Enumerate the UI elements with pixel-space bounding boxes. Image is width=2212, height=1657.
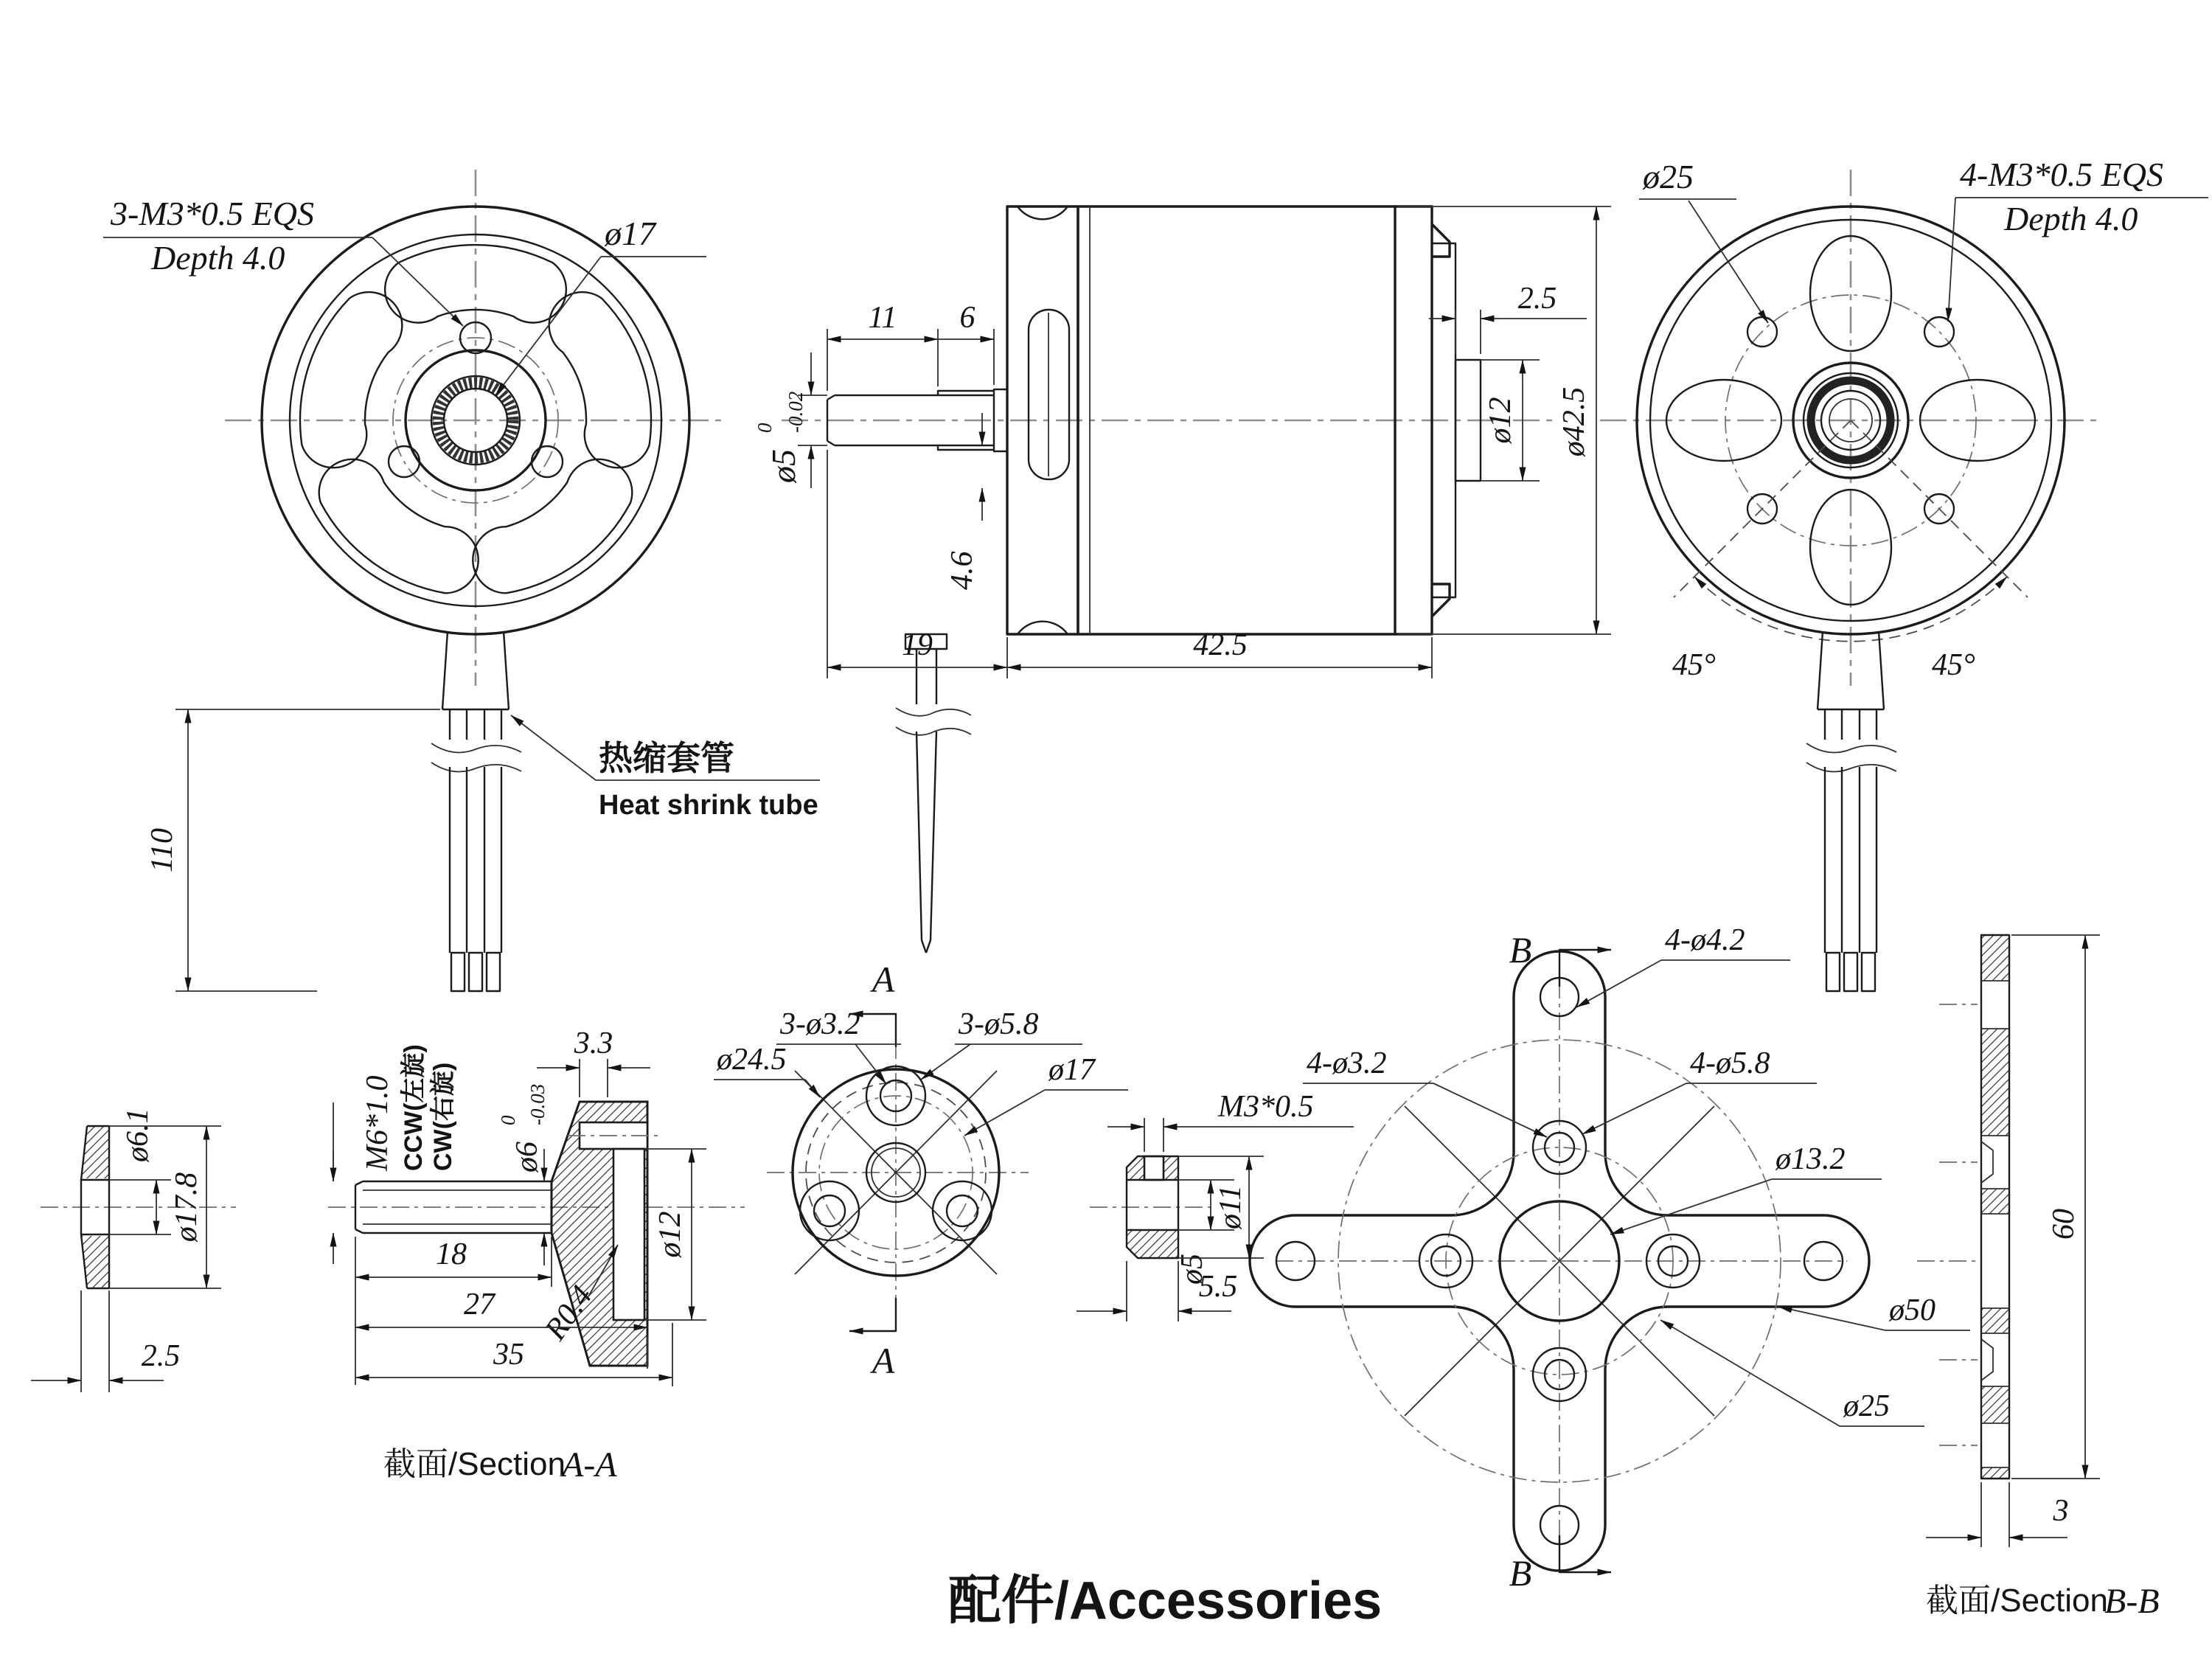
section-aa-caption: 截面/Section (383, 1446, 566, 1482)
rear-wires (1806, 709, 1896, 991)
svg-text:0: 0 (497, 1115, 519, 1125)
nut-section (1077, 1090, 1354, 1321)
hub-big-holes: 3-ø5.8 (959, 1007, 1039, 1041)
adapter-shaft-tol (497, 1084, 549, 1173)
side-view (754, 206, 1611, 953)
dim-shaft-6: 6 (959, 301, 975, 335)
cut-b-top: B (1509, 929, 1532, 970)
front-view (103, 170, 820, 991)
section-bb-suffix: B-B (2104, 1582, 2160, 1621)
dim-shaft-19: 19 (902, 628, 933, 662)
adapter-cw: CW(右旋) (429, 1062, 457, 1171)
mount-bc-25: ø25 (1843, 1389, 1890, 1423)
dim-4-6: 4.6 (945, 551, 979, 590)
dim-angle-left: 45° (1672, 648, 1716, 682)
svg-text:-0.02: -0.02 (785, 391, 807, 433)
secbb-thickness: 3 (2053, 1494, 2069, 1528)
page-title: 配件/Accessories (947, 1571, 1382, 1630)
dim-body-42-5: 42.5 (1193, 628, 1248, 662)
nut-width: 5.5 (1198, 1270, 1238, 1304)
mount-bc-50: ø50 (1889, 1293, 1935, 1327)
dim-boss-dia: ø12 (1484, 397, 1517, 444)
svg-text:ø5: ø5 (765, 449, 802, 483)
dim-shaft-dia-tol (754, 392, 807, 484)
x-mount-view (1250, 923, 1970, 1594)
front-shaft-dia: ø17 (605, 215, 655, 252)
dim-wire-length: 110 (145, 828, 179, 872)
section-bb-view (1917, 935, 2160, 1621)
washer-thickness: 2.5 (141, 1339, 181, 1373)
mount-small-holes: 4-ø3.2 (1307, 1046, 1387, 1080)
mount-big-holes: 4-ø5.8 (1690, 1046, 1770, 1080)
dim-boss-2-5: 2.5 (1517, 282, 1557, 316)
rear-bolt-circle: ø25 (1643, 158, 1694, 195)
heat-shrink-label-cn: 热缩套管 (599, 739, 734, 777)
cut-a-top: A (872, 959, 895, 1000)
adapter-27: 27 (464, 1288, 495, 1321)
front-wires (431, 709, 521, 991)
washer-bore: ø6.1 (121, 1108, 155, 1162)
dim-body-dia: ø42.5 (1557, 386, 1591, 457)
hub-od: ø24.5 (717, 1043, 787, 1077)
adapter-section-aa (328, 1026, 745, 1484)
svg-text:-0.03: -0.03 (526, 1083, 549, 1125)
cut-b-bottom: B (1509, 1552, 1532, 1594)
mount-tip-holes: 4-ø4.2 (1665, 923, 1745, 957)
nut-thread: M3*0.5 (1218, 1090, 1314, 1124)
dim-shaft-11: 11 (868, 301, 897, 335)
svg-text:0: 0 (754, 423, 776, 433)
adapter-3-3: 3.3 (574, 1026, 613, 1060)
adapter-collar-dia: ø12 (653, 1211, 687, 1258)
adapter-ccw: CCW(左旋) (400, 1044, 428, 1171)
adapter-fillet: R0.4 (538, 1279, 599, 1347)
hub-small-holes: 3-ø3.2 (780, 1007, 860, 1041)
mount-center-hole: ø13.2 (1775, 1142, 1846, 1176)
adapter-18: 18 (436, 1237, 467, 1271)
rear-view (1600, 156, 2208, 991)
front-thread-note-2: Depth 4.0 (151, 239, 285, 277)
heat-shrink-label-en: Heat shrink tube (599, 790, 818, 821)
adapter-thread: M6*1.0 (361, 1075, 394, 1171)
hub-view (714, 959, 1128, 1381)
adapter-35: 35 (493, 1338, 524, 1372)
rear-thread-note-2: Depth 4.0 (2004, 200, 2138, 237)
section-bb-caption: 截面/Section (1926, 1583, 2108, 1619)
cut-a-bottom: A (872, 1340, 895, 1381)
front-thread-note-1: 3-M3*0.5 EQS (111, 195, 314, 232)
secbb-height: 60 (2047, 1209, 2081, 1240)
rear-thread-note-1: 4-M3*0.5 EQS (1960, 156, 2163, 193)
svg-text:ø6: ø6 (510, 1142, 544, 1173)
washer-od: ø17.8 (170, 1172, 204, 1243)
hub-bolt-circle: ø17 (1048, 1053, 1095, 1087)
nut-bore: ø5 (1175, 1254, 1209, 1285)
dim-angle-right: 45° (1932, 648, 1975, 682)
washer-section (31, 1108, 236, 1393)
nut-od: ø11 (1214, 1185, 1248, 1229)
section-aa-suffix: A-A (562, 1445, 617, 1484)
